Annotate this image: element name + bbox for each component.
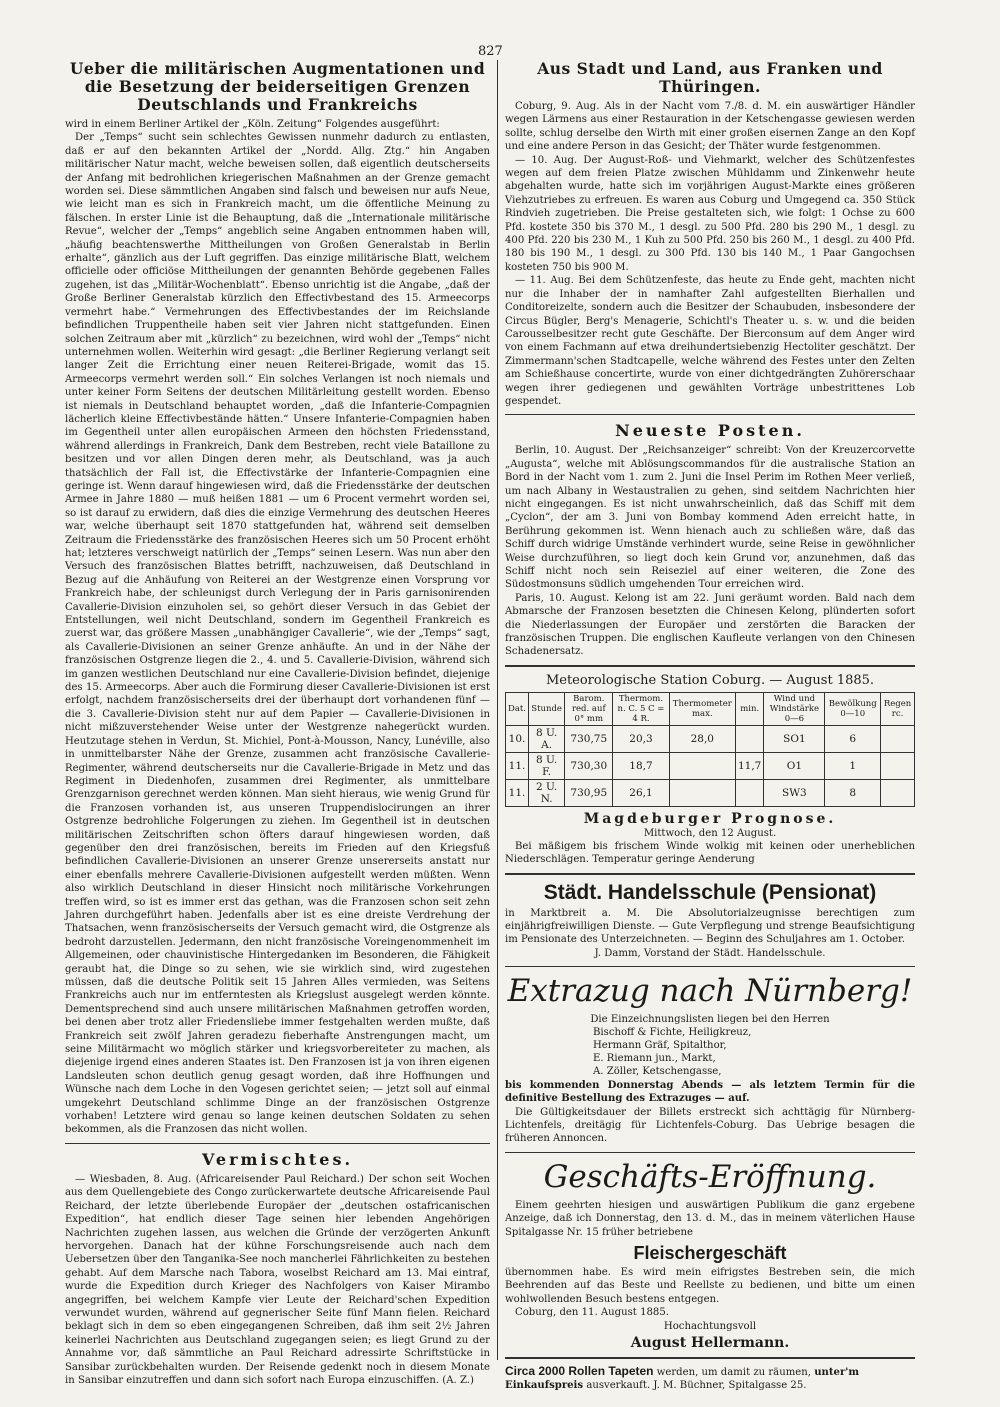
table-cell — [669, 779, 735, 806]
table-cell: 6 — [825, 725, 881, 752]
table-cell — [881, 779, 915, 806]
right-column — [505, 59, 915, 1391]
coburg-news-2: — 10. Aug. Der August-Roß- und Viehmarkt, welcher des Schützenfestes wegen auf dem freien Platze zwischen Mühldamm und Zinkenwehr heute abgehalten wurde, hatte sich im vorjährigen August-Markte eines größeren Viehzutriebes zu erfreuen. Es waren aus Coburg und Umgegend ca. 350 Stück Rindvieh zugetrieben. Die Preise gestalteten sich, wie folgt: 1 Ochse zu 600 Pfd. kostete 350 bis 370 M., 1 desgl. zu 500 Pfd. 280 bis 290 M., 1 desgl. zu 400 Pfd. 220 bis 230 M., 1 Kuh zu 500 Pfd. 250 bis 260 M., 1 desgl. zu 400 Pfd. 180 bis 190 M., 1 desgl. zu 300 Pfd. 130 bis 140 M., 1 Paar Gangochsen kosteten 750 bis 900 M. — [505, 154, 915, 273]
ad-extrazug-note: Die Gültigkeitsdauer der Billets erstreckt sich achttägig für Nürnberg-Lichtenfels, dreitägig für Lichtenfels-Coburg. Das Uebrige besagen die früheren Annoncen. — [505, 1106, 915, 1145]
article2-body: — Wiesbaden, 8. Aug. (Africareisender Paul Reichard.) Der schon seit Wochen aus dem Quellengebiete des Congo zurückerwartete deutsche Africareisende Paul Reichard, der letzte überlebende Europäer der „deutschen ostafricanischen Expedition“, hat endlich dieser Tage seinen hier lebenden Angehörigen Nachrichten zugehen lassen, aus welchen die Gründe der verzögerten Ankunft hervorgehen. Danach hat der kühne Forschungsreisende auch nach dem Uebersetzen über den Tanganika-See noch mancherlei Fährlichkeiten zu bestehen gehabt. Auf dem Marsche nach Tabora, woselbst Reichard am 13. Mai eintraf, wurde die Expedition durch Krieger des Nachfolgers von Kaiser Mirambo angegriffen, bei welchem Kampfe vier Leute der Reichard'schen Expedition verwundet wurden, während auf gegnerischer Seite fünf Mann fielen. Reichard beklagt sich in dem so eben eingegangenen Schreiben, daß ihm seit 2½ Jahren keinerlei Nachrichten aus Deutschland zugegangen seien; es liegt Grund zu der Annahme vor, daß sämmtliche an Paul Reichard adressirte Schriftstücke in Sansibar zurückbehalten wurden. Der Reisende gedenkt noch in diesem Monate in Sansibar einzutreffen und dann sich sofort nach Europa einzuschiffen. (A. Z.) — [65, 1173, 490, 1386]
table-cell — [735, 725, 763, 752]
table-cell: O1 — [764, 752, 825, 779]
table-cell: 18,7 — [613, 752, 669, 779]
section-title-vermischtes: Vermischtes. — [201, 1149, 354, 1169]
table-cell: 10. — [506, 725, 529, 752]
column-divider — [497, 60, 498, 1360]
ad-tapeten-bold: Circa 2000 Rollen Tapeten — [505, 1363, 654, 1378]
table-cell: 730,30 — [565, 752, 613, 779]
forecast-date: Mittwoch, den 12 August. — [643, 827, 777, 839]
ad-tapeten-text2: ausverkauft. J. M. Büchner, Spitalgasse 25. — [586, 1379, 807, 1391]
ad-tapeten — [505, 1365, 915, 1392]
table-cell — [881, 725, 915, 752]
header-cell: Bewölkung 0—10 — [825, 692, 881, 725]
page-number: 827 — [478, 44, 503, 59]
weather-table-header — [506, 692, 915, 725]
table-row — [506, 752, 915, 779]
header-cell: Barom. red. auf 0° mm — [565, 692, 613, 725]
list-item: Hermann Gräf, Spitalthor, — [593, 1040, 727, 1052]
header-cell: Thermometer max. — [669, 692, 735, 725]
section-divider — [505, 414, 915, 415]
berlin-news: Berlin, 10. August. Der „Reichsanzeiger“ schreibt: Von der Kreuzercorvette „Augusta“, welche mit Ablösungscommandos für die australische Station an Bord in der Nacht vom 1. zum 2. Juni die Insel Perim im Rothen Meer verließ, um nach Albany in Westaustralien zu gehen, sind seitdem Nachrichten hier nicht eingegangen. Es ist nicht unwahrscheinlich, daß das Schiff mit dem „Cyclon“, der am 3. Juni von Bombay kommend Aden erreicht hatte, in Berührung gekommen ist. Wenn hienach auch zu schließen wäre, daß das Schiff durch widrige Umstände verhindert wurde, seine Reise in gewöhnlicher Weise durchzuführen, so liegt doch kein Grund vor, anzunehmen, daß das Schiff nicht noch sein Reiseziel auf einer weiteren, die Zone des Südostmonsuns südlich umgehenden Tour erreichen wird. — [505, 445, 915, 591]
forecast-text: Bei mäßigem bis frischem Winde wolkig mit keinen oder unerheblichen Niederschlägen. Temperatur geringe Aenderung — [505, 840, 915, 866]
article1-title: Ueber die militärischen Augmentationen und die Besetzung der beiderseitigen Grenzen Deutschlands und Frankreichs — [69, 59, 486, 114]
header-cell: min. — [735, 692, 763, 725]
weather-table — [505, 692, 915, 807]
article1-body: Der „Temps“ sucht sein schlechtes Gewissen nunmehr dadurch zu entlasten, daß er auf den bekannten Artikel der „Nordd. Allg. Ztg.“ hin Angaben militärischer Natur macht, welche beweisen sollen, daß eigentlich deutscherseits der Anfang mit bedrohlichen kriegerischen Maßnahmen an der Grenze gemacht worden sei. Diese sämmtlichen Angaben sind falsch und beweisen nur aufs Neue, wie leicht man es sich in Frankreich macht, um die öffentliche Meinung zu fälschen. In erster Linie ist die Behauptung, daß die „Internationale militärische Revue“, welcher der „Temps“ angeblich seine Angaben entnommen haben will, „häufig beachtenswerthe Mittheilungen von Großen Generalstab in Berlin erhalte“, gänzlich aus der Luft gegriffen. Das einzige militärische Blatt, welchem officielle oder officiöse Mittheilungen der genannten Behörde gegebenen Falles zugehen, ist das „Militär-Wochenblatt“. Ebenso unrichtig ist die Angabe, „daß der Große Berliner Generalstab kürzlich den Effectivbestand des 15. Armeecorps vermehrt habe.“ Vermehrungen des Effectivbestandes der im Reichslande befindlichen Truppentheile haben seit vier Jahren nicht stattgefunden. Einen solchen Zeitraum aber mit „kürzlich“ zu bezeichnen, wird wohl der „Temps“ nicht unternehmen wollen. Weiterhin wird gesagt: „die Berliner Regierung verlangt seit langer Zeit die Errichtung einer neuen Reiterei-Brigade, womit das 15. Armeecorps vermehrt werden soll.“ Ein solches Verlangen ist noch niemals und unter keiner Form Seitens der deutschen Militärleitung gestellt worden. Ebenso ist niemals in Deutschland behauptet worden, „daß die Infanterie-Compagnien lächerlich kleine Effectivbestände hätten.“ Unsere Infanterie-Compagnien haben im Gegentheil unter allen europäischen Armeen den höchsten Friedensstand, während allerdings in Frankreich, Dank dem Bestreben, recht viele Bataillone zu besitzen und vor allen Dingen deren mehr, als Deutschland, was ja auch thatsächlich der Fall ist, die Effectivstärke der Infanterie-Compagnien eine geringe ist. Wenn darauf hingewiesen wird, daß die Friedensstärke der deutschen Armee in Jahre 1880 — muß heißen 1881 — um 6 Procent vermehrt worden sei, so ist darauf zu erwidern, daß dies die einzige Vermehrung des deutschen Heeres war, welche überhaupt seit 1870 stattgefunden hat, während seit demselben Zeitraum die Friedensstärke des französischen Heeres sich um 50 Procent erhöht hat; letzteres verschweigt natürlich der „Temps“ seinen Lesern. Was nun aber den Versuch des französischen Blattes betrifft, nachzuweisen, daß Deutschland in Bezug auf die Anhäufung von Reiterei an der Westgrenze einen Vorsprung vor Frankreich habe, der schleunigst durch Verlegung der in Paris garnisonirenden Cavallerie-Division einzuholen sei, so gehört dieser Versuch in das Gebiet der Entstellungen, weil nicht Deutschland, sondern im Gegentheil Frankreich es zuerst war, das größere Massen „unabhängiger Cavallerie“, wie der „Temps“ sagt, als Cavallerie-Divisionen an seiner Grenze anhäufte. An und in der Nähe der französischen Ostgrenze liegen die 2., 4. und 5. Cavallerie-Division, während sich im ganzen westlichen Deutschland nur eine Cavallerie-Division befindet, diejenige des 15. Armeecorps. Aber auch die Formirung dieser Cavallerie-Divisionen ist erst erfolgt, nachdem französischerseits drei der überhaupt dort vorhandenen fünf — die 3. Cavallerie-Division steht nur auf dem Papier — Cavallerie-Divisionen in nicht mißzuverstehender Weise unter der Westgrenze nahegerückt wurden. Heutzutage stehen in Verdun, St. Michiel, Pont-à-Mousson, Nancy, Lunéville, also in unmittelbarster Nähe der Grenze, zusammen acht französische Cavallerie-Regimenter, während deutscherseits nur die Cavallerie-Brigade in Metz und das Regiment in Diedenhofen, zusammen drei Regimenter, als unmittelbare Grenzgarnison gerechnet werden können. Man sieht hieraus, wie wenig Grund für die Franzosen vorhanden ist, aus unseren Truppendislocirungen an ihrer Ostgrenze bedrohliche Folgerungen zu ziehen. Im Gegentheil ist in deutschen militärischen Zeitschriften schon öfters darauf hingewiesen worden, daß gegenüber den drei französischen, bereits im Frieden auf den Kriegsfuß befindlichen Cavallerie-Divisionen an unserer Grenze unsererseits anstatt nur einer ebenfalls mehrere Cavallerie-Divisionen aufgestellt werden müßten. Wenn also wirklich Deutschland in dieser Hinsicht noch militärische Vorkehrungen treffen wird, so ist es immer erst das gethan, was die Franzosen schon seit zehn Jahren durchgeführt haben. Jedenfalls aber ist es eine dreiste Verdrehung der Thatsachen, wenn französischerseits der Versuch gemacht wird, die Ostgrenze als bedroht darzustellen. Jedermann, den nicht französische Voreingenommenheit im Allgemeinen, oder chauvinistische Hintergedanken im Besonderen, die Fähigkeit geraubt hat, die Dinge so zu sehen, wie sie wirklich sind, wird zugestehen müssen, daß die deutsche Politik seit 15 Jahren Alles vermieden, was Seitens Frankreichs auch nur im entferntesten als Kriegslust ausgelegt werden könnte. Dementsprechend sind auch unsere militärischen Maßnahmen getroffen worden, bei denen aber trotz aller Friedensliebe immer festgehalten werden mußte, daß Frankreich seit zwölf Jahren geradezu fieberhafte Anstrengungen macht, um seine Militärmacht wo möglich stärker und kriegsvorbereiteter zu machen, als diejenige irgend eines anderen Staates ist. Den Franzosen ist ja von ihren eigenen Landsleuten schon deutlich genug gesagt worden, daß ihre Hoffnungen und Wünsche nach dem Loche in den Vogesen gerichtet seien; — jetzt soll auf einmal umgekehrt Deutschland schlimme Dinge an der französischen Ostgrenze vorhaben! Letztere wird genau so lange keinen deutschen Soldaten zu sehen bekommen, als die Franzosen das nicht wollen. — [65, 132, 490, 1136]
coburg-news-3: — 11. Aug. Bei dem Schützenfeste, das heute zu Ende geht, machten nicht nur die Inhaber der in namhafter Zahl aufgestellten Bierhallen und Conditoreizelte, sondern auch die Besitzer der Schaubuden, insbesondere der Circus Bügler, Berg's Menagerie, Schichtl's Theater u. s. w. und die beiden Carousselbesitzer recht gute Geschäfte. Der Bierconsum auf dem Anger wird von einem Fachmann auf etwa dreihundertsiebenzig Hectoliter geschätzt. Der Zimmermann'schen Stadtcapelle, welche während des Festes unter den Zelten am Schießhause concertirte, wurde von einer dichtgedrängten Zuhörerschaar wegen ihrer gediegenen und gewählten Vorträge unbestrittenes Lob gespendet. — [505, 275, 915, 407]
ad-eroeffnung-signature: August Hellermann. — [630, 1334, 790, 1351]
ad-extrazug-intro: Die Einzeichnungslisten liegen bei den Herren — [590, 1013, 830, 1025]
table-row — [506, 725, 915, 752]
header-cell: Wind und Windstärke 0—6 — [764, 692, 825, 725]
ad-eroeffnung-shop: Fleischergeschäft — [633, 1242, 787, 1263]
ad-divider — [505, 873, 915, 875]
header-cell: Regen rc. — [881, 692, 915, 725]
table-cell: 730,95 — [565, 779, 613, 806]
ad-eroeffnung-date: Coburg, den 11. August 1885. — [515, 1307, 669, 1319]
ad-eroeffnung-greeting: Hochachtungsvoll — [663, 1320, 757, 1332]
ad-divider — [505, 1152, 915, 1153]
section-title-stadt-land: Aus Stadt und Land, aus Franken und Thüringen. — [537, 59, 883, 96]
section-divider — [505, 665, 915, 667]
weather-table-title: Meteorologische Station Coburg. — August 1885. — [545, 672, 875, 688]
paris-news: Paris, 10. August. Kelong ist am 22. Juni geräumt worden. Bald nach dem Abmarsche der Franzosen besetzten die Chinesen Kelong, plünderten sofort die Niederlassungen der Europäer und zerstörten die Baracken der französischen Truppen. Die englischen Kaufleute verlangen von den Chinesen Schadenersatz. — [505, 592, 915, 658]
table-cell — [669, 752, 735, 779]
header-cell: Thermom. n. C. 5 C = 4 R. — [613, 692, 669, 725]
coburg-news-1: Coburg, 9. Aug. Als in der Nacht vom 7./8. d. M. ein auswärtiger Händler wegen Lärmens aus einer Restauration in der Ketschengasse gewiesen werden sollte, schlug derselbe den Wirth mit einer großen eisernen Zange an den Kopf und eine andere Person in das Gesicht; der Thäter wurde festgenommen. — [505, 101, 915, 153]
ad-handelsschule-signature: J. Damm, Vorstand der Städt. Handelsschule. — [594, 947, 826, 959]
table-cell: 11. — [506, 752, 529, 779]
table-cell: SO1 — [764, 725, 825, 752]
left-column — [65, 59, 490, 1386]
ad-tapeten-text: werden, um damit zu räumen, — [656, 1366, 811, 1378]
table-cell: SW3 — [764, 779, 825, 806]
table-cell: 1 — [825, 752, 881, 779]
ad-handelsschule-title: Städt. Handelsschule (Pensionat) — [543, 880, 877, 904]
list-item: Bischoff & Fichte, Heiligkreuz, — [593, 1026, 752, 1038]
table-cell: 26,1 — [613, 779, 669, 806]
table-cell: 2 U. N. — [529, 779, 565, 806]
table-cell: 20,3 — [613, 725, 669, 752]
ad-divider — [505, 966, 915, 967]
ad-eroeffnung-title: Geschäfts-Eröffnung. — [543, 1158, 877, 1195]
table-cell — [735, 779, 763, 806]
table-cell: 28,0 — [669, 725, 735, 752]
list-item: A. Zöller, Ketschengasse, — [593, 1066, 722, 1078]
section-title-neueste-posten: Neueste Posten. — [615, 421, 805, 441]
article1-intro: wird in einem Berliner Artikel der „Köln. Zeitung“ Folgendes ausgeführt: — [65, 119, 440, 130]
table-cell — [881, 752, 915, 779]
table-cell: 8 U. A. — [529, 725, 565, 752]
ad-extrazug-contacts — [593, 1026, 915, 1079]
ad-divider — [505, 1357, 915, 1359]
table-cell: 11,7 — [735, 752, 763, 779]
table-cell: 8 U. F. — [529, 752, 565, 779]
ad-extrazug-deadline: bis kommenden Donnerstag Abends — als letztem Termin für die definitive Bestellung des Extrazuges — auf. — [505, 1079, 915, 1105]
ad-handelsschule-text: in Marktbreit a. M. Die Absolutorialzeugnisse berechtigen zum einjährigfreiwilligen Dienste. — Gute Verpflegung und strenge Beaufsichtigung im Pensionate des Unterzeichneten. — Beginn des Schuljahres am 1. October. — [505, 907, 915, 946]
header-cell: Dat. — [506, 692, 529, 725]
table-cell: 11. — [506, 779, 529, 806]
table-row — [506, 779, 915, 806]
ad-extrazug-title: Extrazug nach Nürnberg! — [507, 972, 913, 1009]
ad-eroeffnung-text: Einem geehrten hiesigen und auswärtigen Publikum die ganz ergebene Anzeige, daß ich Donnerstag, den 13. d. M., das in meinem väterlichen Hause Spitalgasse Nr. 15 früher betriebene — [505, 1199, 915, 1238]
table-cell: 730,75 — [565, 725, 613, 752]
header-cell: Stunde — [529, 692, 565, 725]
ad-eroeffnung-text2: übernommen habe. Es wird mein eifrigstes Bestreben sein, die mich Beehrenden auf das Beste und Reellste zu bedienen, und bitte um einen wohlwollenden Besuch bestens entgegen. — [505, 1266, 915, 1305]
forecast-title: Magdeburger Prognose. — [583, 810, 837, 827]
ad-tapeten-bold2: unter'm Einkaufspreis — [505, 1366, 860, 1391]
section-divider — [65, 1143, 490, 1144]
table-cell: 8 — [825, 779, 881, 806]
list-item: E. Riemann jun., Markt, — [593, 1053, 716, 1065]
